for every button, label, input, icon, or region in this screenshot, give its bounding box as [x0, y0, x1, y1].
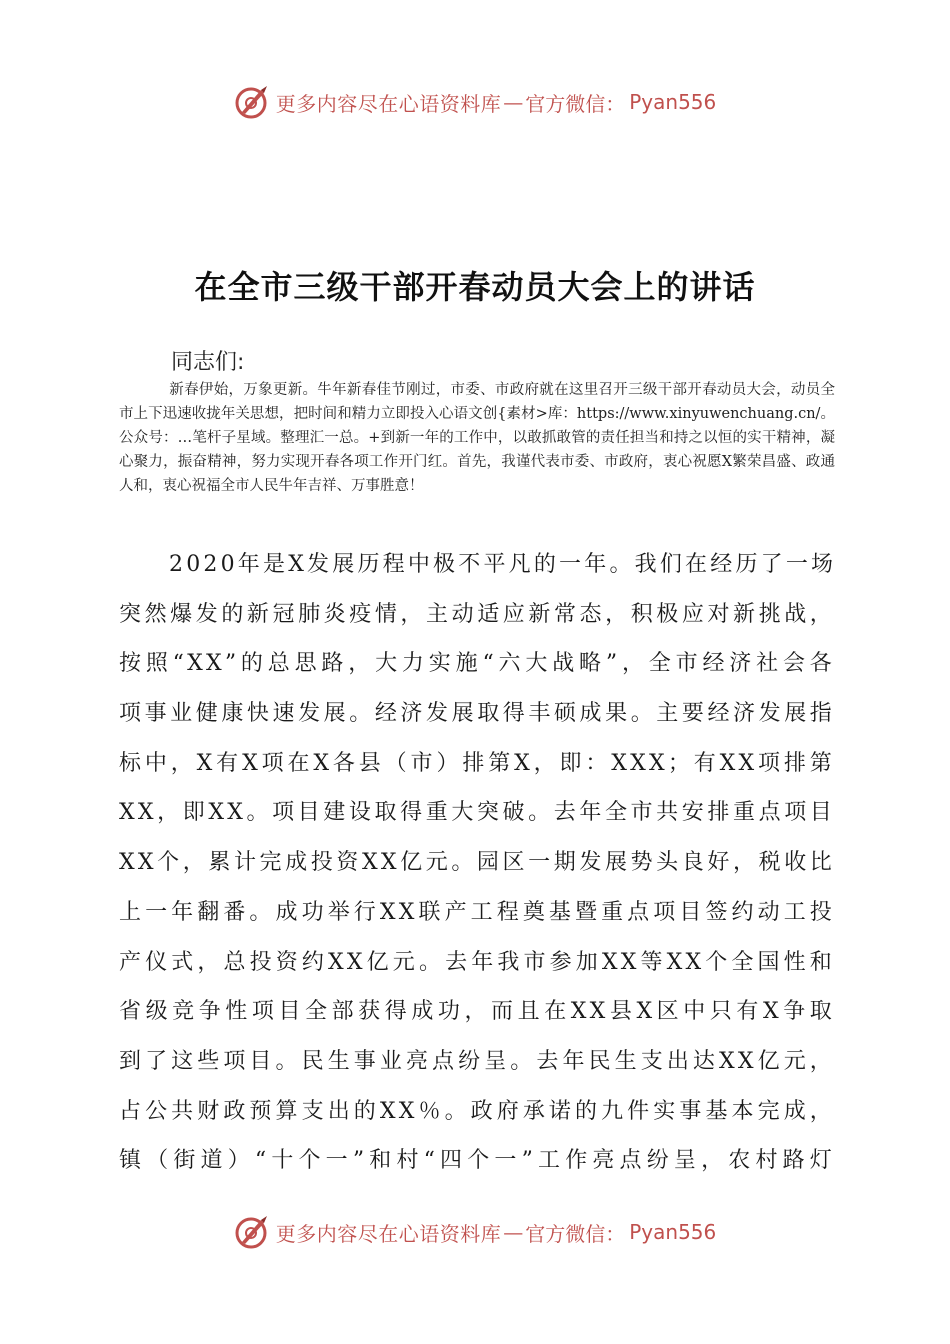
body-line: 2020年是X发展历程中极不平凡的一年。我们在经历了一场 [169, 552, 837, 577]
body-paragraph [119, 540, 835, 1186]
body-line: XX，即XX。项目建设取得重大突破。去年全市共安排重点项目 [119, 800, 835, 826]
banner-id: Pyan556 [629, 1220, 717, 1244]
body-line: 占公共财政预算支出的XX％。政府承诺的九件实事基本完成， [119, 1098, 835, 1124]
document-title: 在全市三级干部开春动员大会上的讲话 [194, 268, 756, 306]
body-line: 上一年翻番。成功举行XX联产工程奠基暨重点项目签约动工投 [119, 899, 835, 925]
banner-text: 更多内容尽在心语资料库 [275, 1221, 502, 1246]
footer-watermark-banner [0, 1212, 950, 1252]
header-watermark-banner [0, 82, 950, 122]
banner-dash: — [503, 1220, 524, 1244]
quill-pen-logo-icon [234, 1214, 270, 1250]
salutation: 同志们: [171, 350, 245, 375]
body-line: 镇（街道）“十个一”和村“四个一”工作亮点纷呈，农村路灯 [119, 1148, 835, 1174]
body-line: 产仪式，总投资约XX亿元。去年我市参加XX等XX个全国性和 [119, 949, 835, 975]
quill-pen-logo-icon [234, 84, 270, 120]
intro-paragraph-text: 新春伊始，万象更新。牛年新春佳节刚过，市委、市政府就在这里召开三级干部开春动员大会，动员全市上下迅速收拢年关思想，把时间和精力立即投入心语文创{素材>库：https://www.xinyuwenchuang.cn/。公众号：…笔杆子星域。整理汇一总。+到新一年的工作中，以敢抓敢管的责任担当和持之以恒的实干精神，凝心聚力，振奋精神，努力实现开春各项工作开门红。首先，我谨代表市委、市政府，衷心祝愿X繁荣昌盛、政通人和，衷心祝福全市人民牛年吉祥、万事胜意！ [119, 382, 835, 494]
banner-label: 官方微信： [525, 91, 626, 116]
body-line: 到了这些项目。民生事业亮点纷呈。去年民生支出达XX亿元， [119, 1048, 835, 1074]
banner-text: 更多内容尽在心语资料库 [275, 91, 502, 116]
body-line: 标中，X有X项在X各县（市）排第X，即：XXX；有XX项排第 [119, 750, 835, 776]
body-line: 突然爆发的新冠肺炎疫情，主动适应新常态，积极应对新挑战， [119, 601, 835, 627]
body-line: 按照“XX”的总思路，大力实施“六大战略”，全市经济社会各 [119, 651, 835, 677]
body-line: XX个，累计完成投资XX亿元。园区一期发展势头良好，税收比 [119, 850, 835, 876]
body-line: 项事业健康快速发展。经济发展取得丰硕成果。主要经济发展指 [119, 701, 835, 727]
banner-dash: — [503, 90, 524, 114]
intro-paragraph [119, 378, 835, 498]
banner-label: 官方微信： [525, 1221, 626, 1246]
banner-id: Pyan556 [629, 90, 717, 114]
body-line: 省级竞争性项目全部获得成功，而且在XX县X区中只有X争取 [119, 999, 835, 1025]
